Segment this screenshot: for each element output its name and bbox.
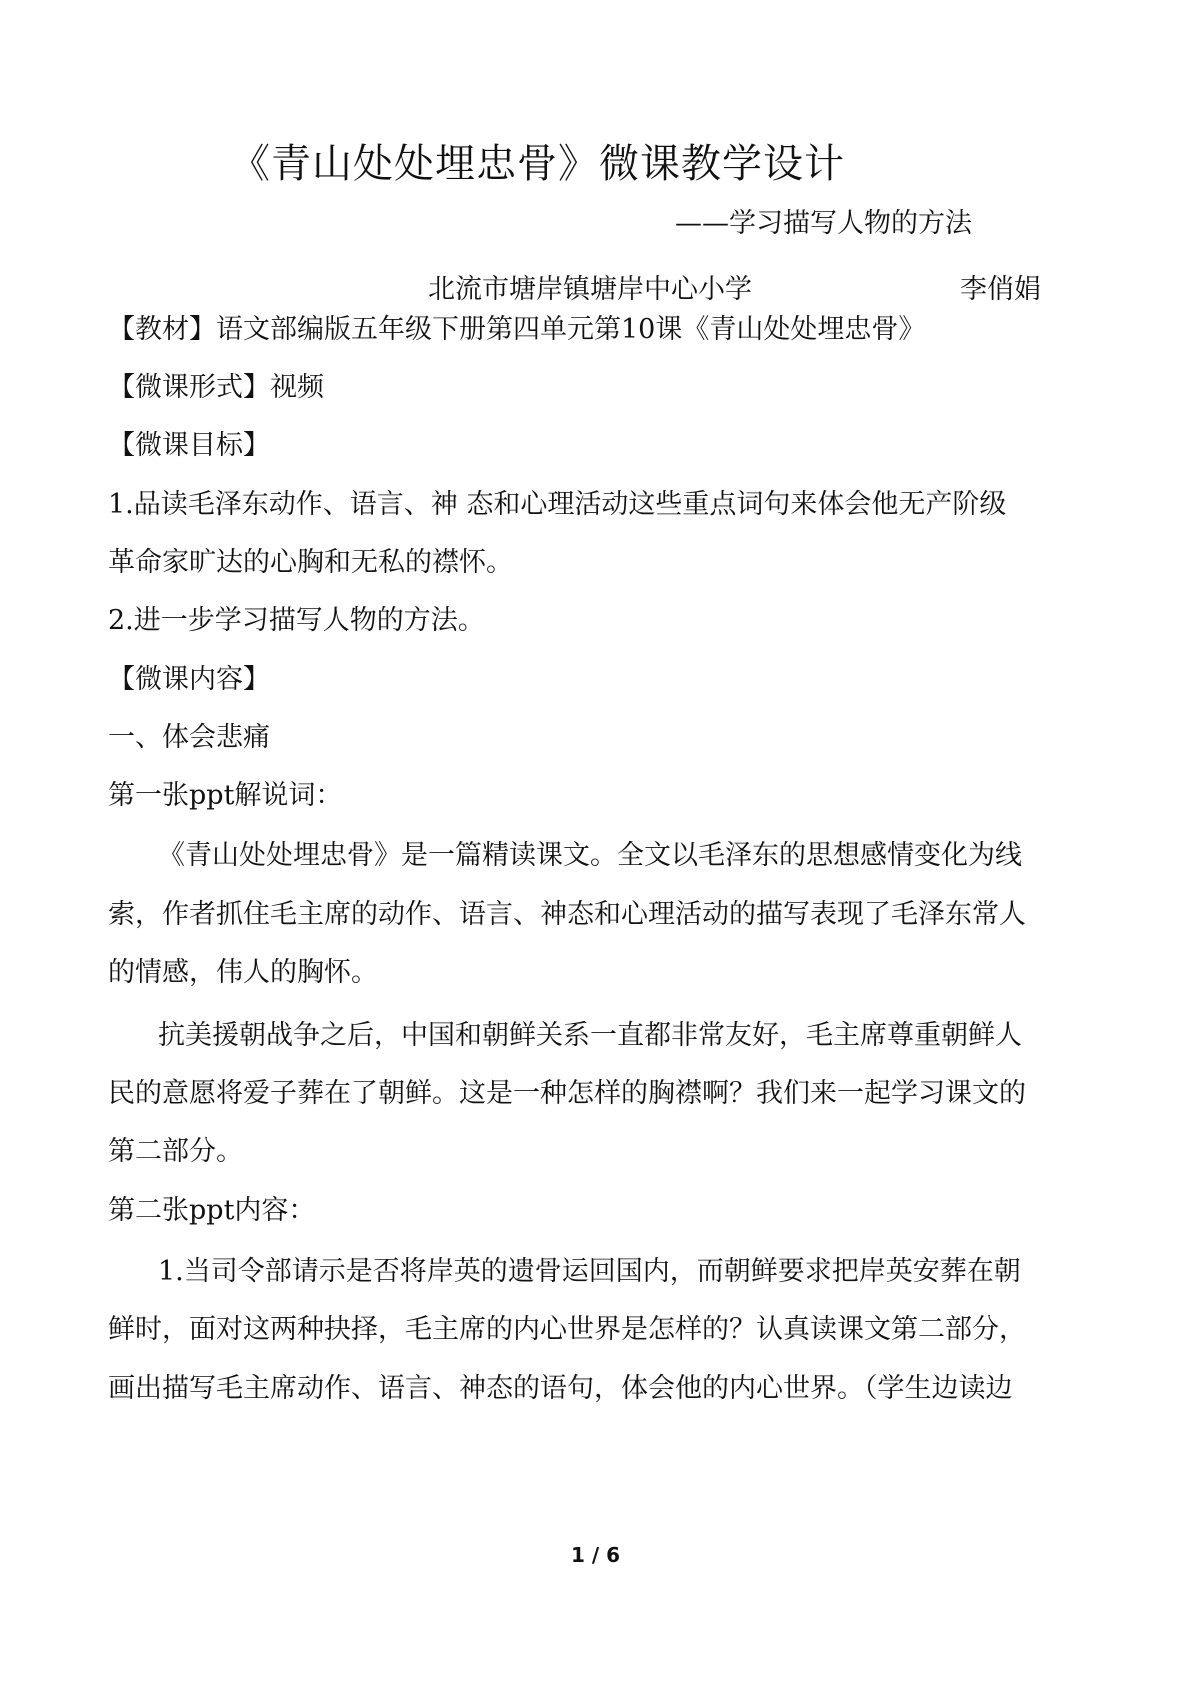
content-heading: 【微课内容】 xyxy=(108,664,270,695)
paragraph-1-line-3: 的情感，伟人的胸怀。 xyxy=(108,957,378,988)
paragraph-2-line-1: 抗美援朝战争之后，中国和朝鲜关系一直都非常友好，毛主席尊重朝鲜人 xyxy=(158,1020,1022,1051)
goals-heading: 【微课目标】 xyxy=(108,430,270,461)
document-title: 《青山处处埋忠骨》微课教学设计 xyxy=(230,141,845,187)
paragraph-2-line-2: 民的意愿将爱子葬在了朝鲜。这是一种怎样的胸襟啊？我们来一起学习课文的 xyxy=(108,1078,1026,1109)
document-subtitle: ——学习描写人物的方法 xyxy=(675,208,972,239)
question-1-line-3: 画出描写毛主席动作、语言、神态的语句，体会他的内心世界。（学生边读边 xyxy=(108,1373,1013,1404)
question-1-line-1: 1.当司令部请示是否将岸英的遗骨运回国内，而朝鲜要求把岸英安葬在朝 xyxy=(158,1256,1021,1287)
goal-2-line: 2.进一步学习描写人物的方法。 xyxy=(108,605,485,636)
section-1-heading: 一、体会悲痛 xyxy=(108,722,270,753)
paragraph-2-line-3: 第二部分。 xyxy=(108,1136,243,1167)
goal-1-line-2: 革命家旷达的心胸和无私的襟怀。 xyxy=(108,547,513,578)
format-line: 【微课形式】视频 xyxy=(108,372,324,403)
page-number: 1 / 6 xyxy=(570,1543,621,1567)
author-name: 李俏娟 xyxy=(960,274,1041,305)
question-1-line-2: 鲜时，面对这两种抉择，毛主席的内心世界是怎样的？认真读课文第二部分， xyxy=(108,1314,1026,1345)
textbook-line: 【教材】语文部编版五年级下册第四单元第10课《青山处处埋忠骨》 xyxy=(108,314,926,345)
goal-1-line-1: 1.品读毛泽东动作、语言、神 态和心理活动这些重点词句来体会他无产阶级 xyxy=(108,489,1007,520)
school-name: 北流市塘岸镇塘岸中心小学 xyxy=(428,274,752,305)
ppt-2-heading: 第二张ppt内容： xyxy=(108,1195,316,1226)
paragraph-1-line-2: 索，作者抓住毛主席的动作、语言、神态和心理活动的描写表现了毛泽东常人 xyxy=(108,899,1026,930)
ppt-1-heading: 第一张ppt解说词： xyxy=(108,780,343,811)
paragraph-1-line-1: 《青山处处埋忠骨》是一篇精读课文。全文以毛泽东的思想感情变化为线 xyxy=(158,840,1022,871)
